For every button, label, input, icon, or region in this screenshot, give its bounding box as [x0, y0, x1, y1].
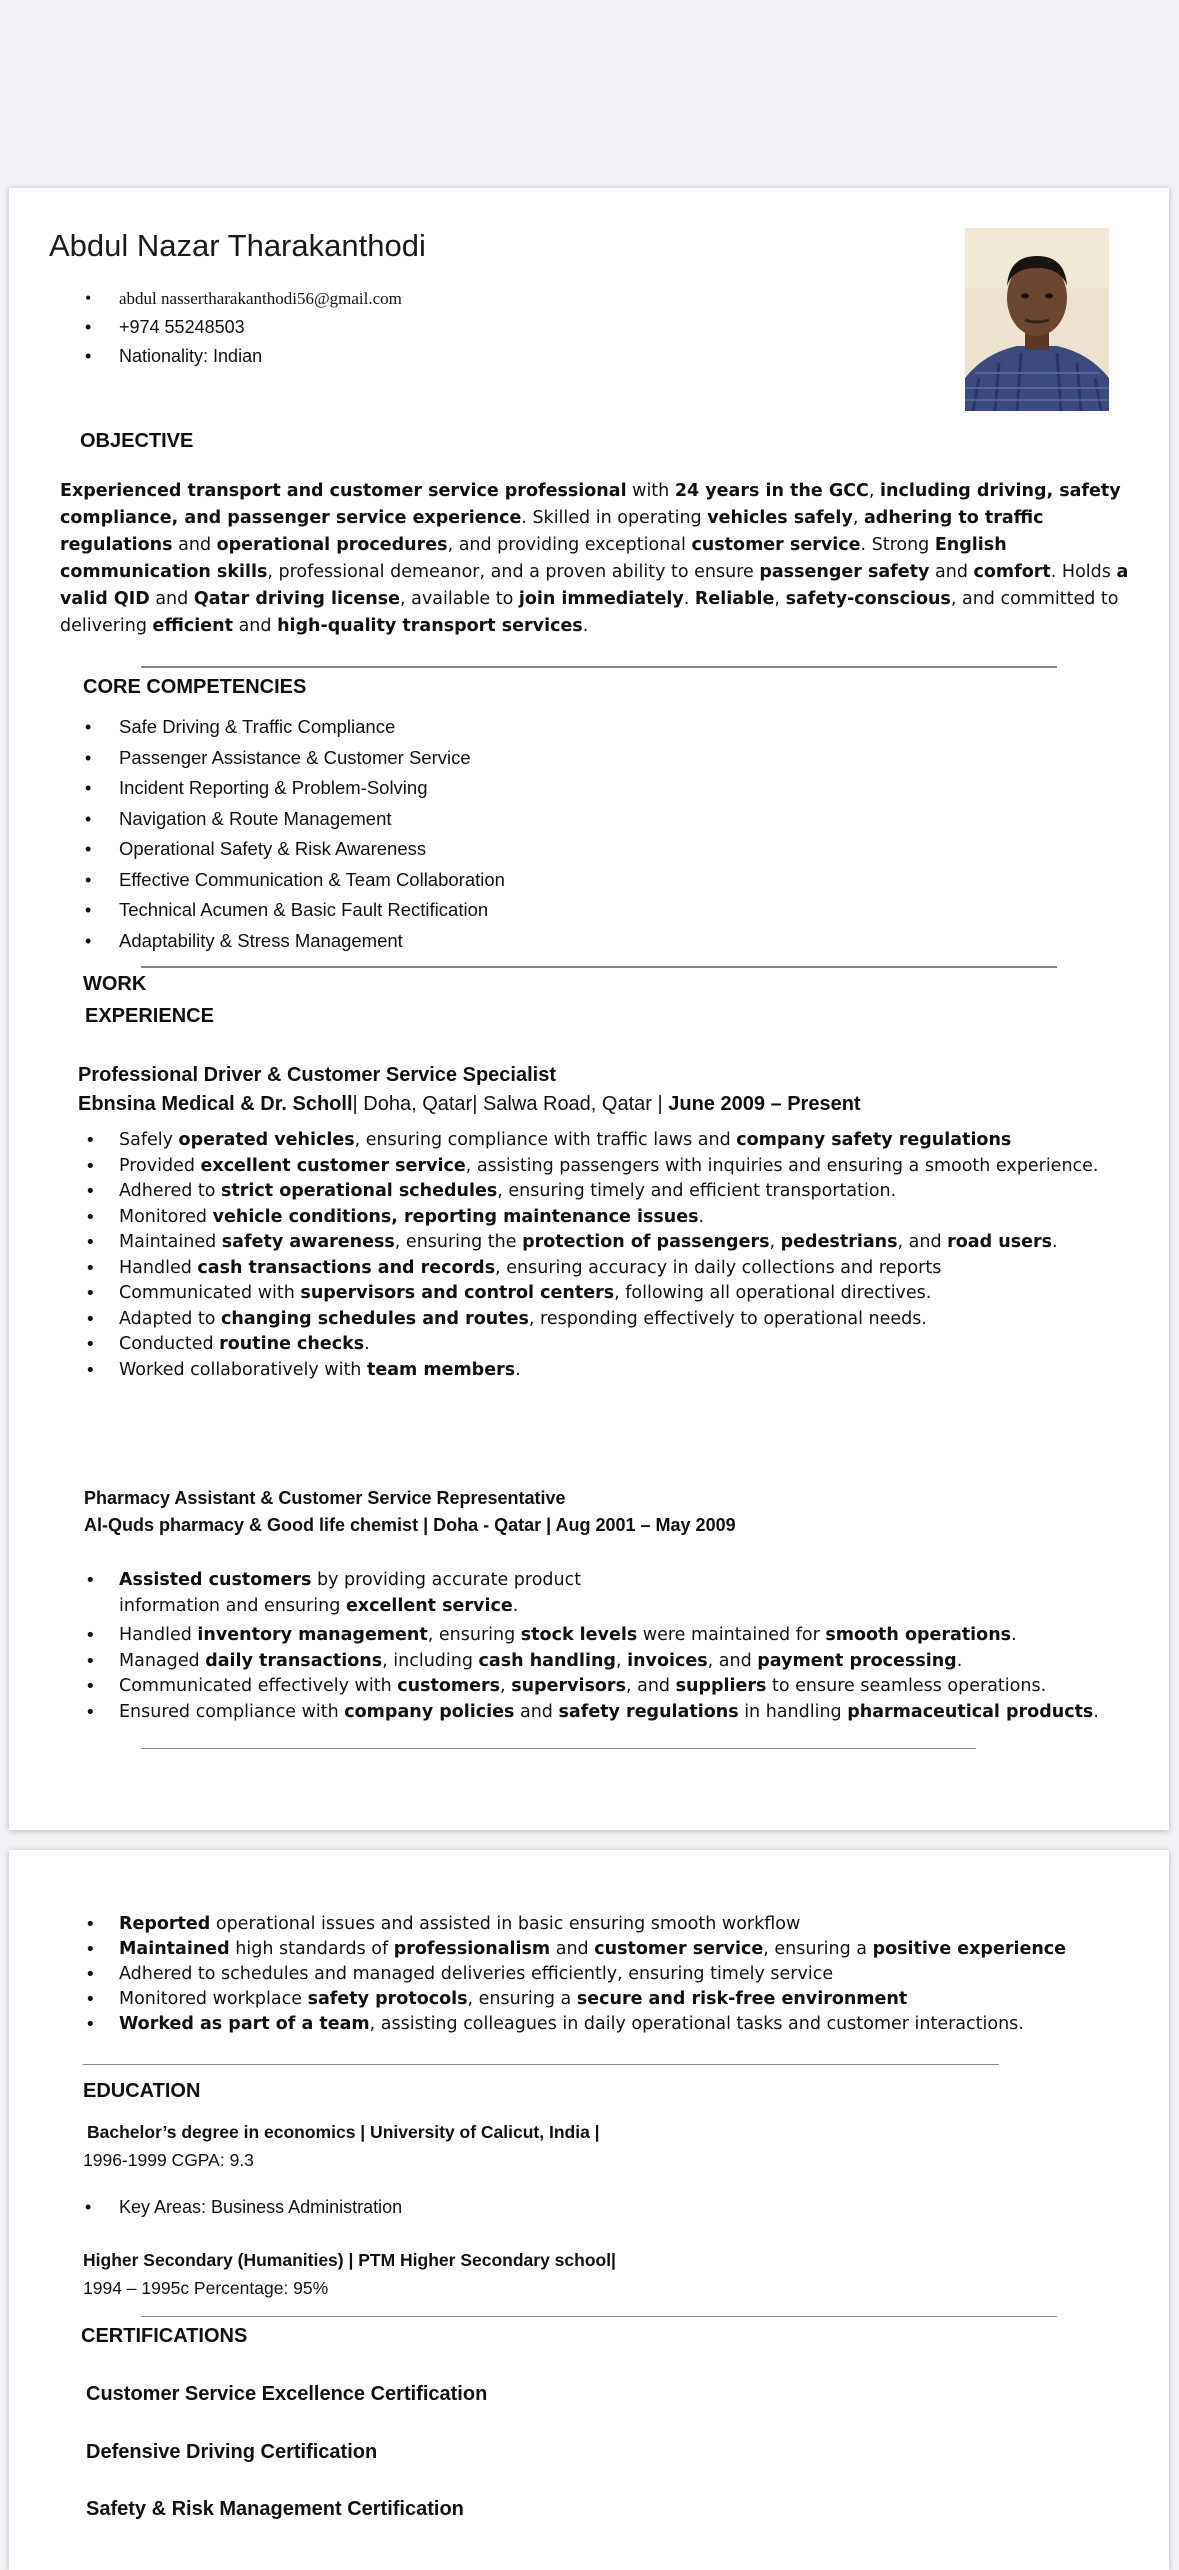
text: . — [582, 616, 589, 636]
bold-text: smooth operations — [825, 1625, 1012, 1645]
text: high standards of — [229, 1939, 394, 1959]
job1-bullet — [119, 1256, 1099, 1282]
text: . — [515, 1359, 521, 1380]
bold-text: vehicles safely — [707, 508, 853, 528]
bold-text: team members — [366, 1359, 516, 1380]
bold-text: Worked as part of a team — [119, 2014, 370, 2034]
bold-text: road users — [947, 1232, 1053, 1252]
text: Communicated with — [119, 1283, 301, 1303]
job2-title: Pharmacy Assistant & Customer Service Representative — [84, 1488, 566, 1508]
text: , assisting passengers with inquiries and ensuring a smooth experience. — [465, 1155, 1099, 1176]
job1-company: Ebnsina Medical & Dr. Scholl — [78, 1093, 353, 1115]
bold-text: comfort — [973, 562, 1051, 582]
competency-item: • Operational Safety & Risk Awareness — [119, 834, 505, 865]
competencies-heading: CORE COMPETENCIES — [83, 676, 307, 698]
email-address[interactable]: • abdul nassertharakanthodi56@gmail.com — [119, 284, 402, 313]
bold-text: pharmaceutical products — [847, 1701, 1094, 1722]
bold-text: passenger safety — [759, 562, 930, 582]
text: were maintained for — [637, 1625, 826, 1645]
text: Monitored workplace — [119, 1989, 308, 2009]
text: . — [1052, 1232, 1058, 1252]
competency-item: • Technical Acumen & Basic Fault Rectification — [119, 895, 505, 926]
competencies-list — [119, 712, 505, 956]
bold-text: changing schedules and routes — [221, 1308, 529, 1329]
text: Adapted to — [119, 1308, 222, 1329]
text: Monitored — [119, 1206, 213, 1227]
contact-list — [119, 284, 402, 371]
bold-text: company policies — [344, 1701, 515, 1722]
bold-text: adhering to traffic regulations — [60, 508, 1044, 555]
text: , — [852, 508, 864, 528]
bold-text: operational procedures — [216, 535, 448, 555]
text: . Strong — [860, 535, 935, 555]
bold-text: routine checks — [219, 1334, 365, 1354]
competency-item: • Safe Driving & Traffic Compliance — [119, 712, 505, 743]
text: , ensuring the — [394, 1232, 523, 1252]
text: , — [769, 1232, 781, 1252]
job1-company-line — [78, 1093, 861, 1116]
text: and — [550, 1939, 595, 1959]
bold-text: inventory management — [197, 1625, 428, 1645]
text: , — [500, 1676, 512, 1696]
text: by providing accurate product information and ensuring — [119, 1570, 582, 1616]
job2-responsibilities-continued — [119, 1912, 1066, 2037]
profile-photo — [965, 228, 1109, 411]
text: Handled — [119, 1625, 198, 1645]
text: in handling — [738, 1701, 848, 1722]
degree1-detail: 1996-1999 CGPA: 9.3 — [83, 2150, 254, 2170]
text: . — [698, 1206, 705, 1227]
text: , ensuring a — [467, 1989, 577, 2009]
bold-text: company safety regulations — [736, 1130, 1012, 1150]
job1-bullet — [119, 1205, 1099, 1231]
degree1: Bachelor’s degree in economics | University of Calicut, India | — [87, 2122, 600, 2142]
bold-text: supervisors — [511, 1676, 626, 1696]
job2-bullet — [119, 1912, 1066, 1937]
bold-text: secure and risk-free environment — [576, 1989, 908, 2009]
text: . — [512, 1595, 519, 1616]
text: and — [929, 562, 974, 582]
bold-text: including driving, safety compliance, and passenger service experience — [60, 481, 1121, 528]
divider — [141, 2316, 1057, 2317]
text: Handled — [119, 1257, 198, 1278]
competency-item: • Navigation & Route Management — [119, 804, 505, 835]
divider — [141, 1748, 976, 1749]
bold-text: invoices — [627, 1650, 708, 1671]
bold-text: safety regulations — [558, 1701, 739, 1722]
text: , ensuring — [427, 1625, 521, 1645]
bold-text: a valid QID — [60, 562, 1129, 609]
job2-dates: | Aug 2001 – May 2009 — [541, 1515, 736, 1535]
text: , ensuring a — [763, 1939, 873, 1959]
text: and — [172, 535, 217, 555]
text: Provided — [119, 1155, 201, 1176]
bold-text: safety awareness — [221, 1232, 395, 1252]
job2-bullet — [119, 1700, 1159, 1726]
job2-bullet — [119, 1962, 1066, 1987]
job1-dates: June 2009 – Present — [668, 1093, 861, 1115]
divider — [83, 2064, 999, 2065]
certifications-heading: CERTIFICATIONS — [81, 2325, 248, 2347]
job2-bullet — [119, 1649, 1159, 1675]
job1-bullet — [119, 1128, 1099, 1154]
bold-text: daily transactions — [205, 1650, 383, 1671]
phone-number[interactable]: • +974 55248503 — [119, 313, 402, 342]
text: , — [615, 1650, 628, 1671]
bold-text: Reported — [119, 1914, 211, 1934]
text: , assisting colleagues in daily operational tasks and customer interactions. — [369, 2014, 1024, 2034]
job1-bullet — [119, 1332, 1099, 1358]
job1-bullet — [119, 1154, 1099, 1180]
nationality: • Nationality: Indian — [119, 342, 402, 371]
text: Safely — [119, 1130, 179, 1150]
bold-text: excellent customer service — [200, 1155, 466, 1176]
text: Conducted — [119, 1334, 220, 1354]
text: . — [364, 1334, 370, 1354]
objective-paragraph — [60, 478, 1140, 640]
bold-text: professionalism — [393, 1939, 551, 1959]
job2-bullet — [119, 1674, 1159, 1700]
bold-text: safety protocols — [307, 1989, 468, 2009]
job2-company-line — [84, 1515, 736, 1536]
bold-text: efficient — [152, 616, 233, 636]
bold-text: cash handling — [478, 1650, 616, 1671]
job1-bullet — [119, 1230, 1099, 1256]
bold-text: stock levels — [520, 1625, 638, 1645]
text: and — [149, 589, 194, 609]
text: Maintained — [119, 1232, 222, 1252]
job1-bullet — [119, 1358, 1099, 1384]
bold-text: English communication skills — [60, 535, 1007, 582]
job1-title: Professional Driver & Customer Service Specialist — [78, 1064, 556, 1086]
job2-responsibilities — [119, 1568, 1159, 1725]
text: . — [683, 589, 695, 609]
bold-text: suppliers — [675, 1676, 767, 1696]
text: , and — [625, 1676, 676, 1696]
resume-page-2 — [9, 1850, 1169, 2570]
bold-text: Maintained — [119, 1939, 230, 1959]
competency-item: • Incident Reporting & Problem-Solving — [119, 773, 505, 804]
work-heading-line2: EXPERIENCE — [85, 1005, 214, 1027]
competency-item: • Effective Communication & Team Collaboration — [119, 865, 505, 896]
work-heading-line1: WORK — [83, 973, 147, 995]
bold-text: pedestrians — [780, 1232, 898, 1252]
text: Communicated effectively with — [119, 1676, 398, 1696]
text: , and committed to delivering — [60, 589, 1119, 636]
text: . Skilled in operating — [521, 508, 708, 528]
bold-text: strict operational schedules — [221, 1181, 498, 1201]
job2-bullet — [119, 1623, 1159, 1649]
bold-text: join immediately — [518, 589, 684, 609]
bold-text: vehicle conditions, reporting maintenance issues — [212, 1206, 699, 1227]
text: . Holds — [1050, 562, 1117, 582]
job2-company: Al-Quds pharmacy & Good life chemist | Doha - Qatar — [84, 1515, 542, 1535]
text: and — [233, 616, 278, 636]
degree2: Higher Secondary (Humanities) | PTM Higher Secondary school| — [83, 2250, 616, 2270]
bold-text: Qatar driving license — [193, 589, 401, 609]
degree1-key-areas: • Key Areas: Business Administration — [119, 2197, 402, 2218]
text: , and providing exceptional — [447, 535, 692, 555]
text: , available to — [400, 589, 519, 609]
bold-text: cash transactions and records — [197, 1257, 496, 1278]
text: . — [1011, 1625, 1017, 1645]
degree1-key-areas-list — [119, 2197, 402, 2218]
job2-bullet — [119, 2012, 1066, 2037]
bold-text: safety-conscious — [785, 589, 951, 609]
divider — [141, 666, 1057, 668]
bold-text: operated vehicles — [178, 1130, 355, 1150]
competency-item: • Passenger Assistance & Customer Service — [119, 743, 505, 774]
text: with — [626, 481, 675, 501]
education-heading: EDUCATION — [83, 2080, 201, 2102]
bold-text: protection of passengers — [522, 1232, 770, 1252]
certification-item: Safety & Risk Management Certification — [86, 2498, 464, 2520]
bold-text: supervisors and control centers — [300, 1283, 615, 1303]
job1-responsibilities — [119, 1128, 1099, 1383]
bold-text: positive experience — [872, 1939, 1067, 1959]
text: , ensuring compliance with traffic laws and — [354, 1130, 737, 1150]
text: , and — [897, 1232, 948, 1252]
degree2-detail: 1994 – 1995c Percentage: 95% — [83, 2278, 329, 2298]
text: , and — [707, 1650, 758, 1671]
job1-bullet — [119, 1179, 1099, 1205]
bold-text: excellent service — [345, 1595, 513, 1616]
text: . — [1093, 1701, 1099, 1722]
bold-text: customers — [397, 1676, 501, 1696]
text: to ensure seamless operations. — [766, 1676, 1047, 1696]
objective-heading: OBJECTIVE — [80, 430, 194, 452]
job2-bullet — [119, 1568, 619, 1619]
bold-text: Experienced transport and customer service professional — [60, 481, 627, 501]
text: operational issues and assisted in basic ensuring smooth workflow — [210, 1914, 801, 1934]
text: , including — [382, 1650, 479, 1671]
certification-item: Defensive Driving Certification — [86, 2441, 378, 2463]
text: , following all operational directives. — [614, 1283, 932, 1303]
job1-bullet — [119, 1281, 1099, 1307]
text: and — [514, 1701, 559, 1722]
text: Adhered to schedules and managed deliveries efficiently, ensuring timely service — [119, 1964, 834, 1984]
job1-bullet — [119, 1307, 1099, 1333]
text: Worked collaboratively with — [119, 1359, 367, 1380]
text: , — [774, 589, 786, 609]
job2-bullet — [119, 1937, 1066, 1962]
text: Managed — [119, 1650, 206, 1671]
text: , — [868, 481, 881, 501]
certification-item: Customer Service Excellence Certification — [86, 2383, 488, 2405]
bold-text: Assisted customers — [119, 1570, 312, 1590]
job2-bullet — [119, 1987, 1066, 2012]
bold-text: Reliable — [694, 589, 775, 609]
resume-page-1 — [9, 188, 1169, 1830]
job1-location: | Doha, Qatar| Salwa Road, Qatar | — [352, 1093, 669, 1115]
text: Ensured compliance with — [119, 1701, 345, 1722]
text: . — [956, 1650, 963, 1671]
text: , professional demeanor, and a proven ability to ensure — [267, 562, 760, 582]
candidate-name: Abdul Nazar Tharakanthodi — [49, 228, 426, 263]
bold-text: high-quality transport services — [277, 616, 583, 636]
divider — [141, 966, 1057, 968]
bold-text: payment processing — [757, 1650, 957, 1671]
bold-text: customer service — [594, 1939, 764, 1959]
bold-text: 24 years in the GCC — [674, 481, 869, 501]
text: , responding effectively to operational needs. — [528, 1308, 927, 1329]
bold-text: customer service — [691, 535, 861, 555]
text: , ensuring timely and efficient transportation. — [497, 1181, 897, 1201]
competency-item: • Adaptability & Stress Management — [119, 926, 505, 957]
text: , ensuring accuracy in daily collections and reports — [495, 1257, 942, 1278]
text: Adhered to — [119, 1181, 222, 1201]
